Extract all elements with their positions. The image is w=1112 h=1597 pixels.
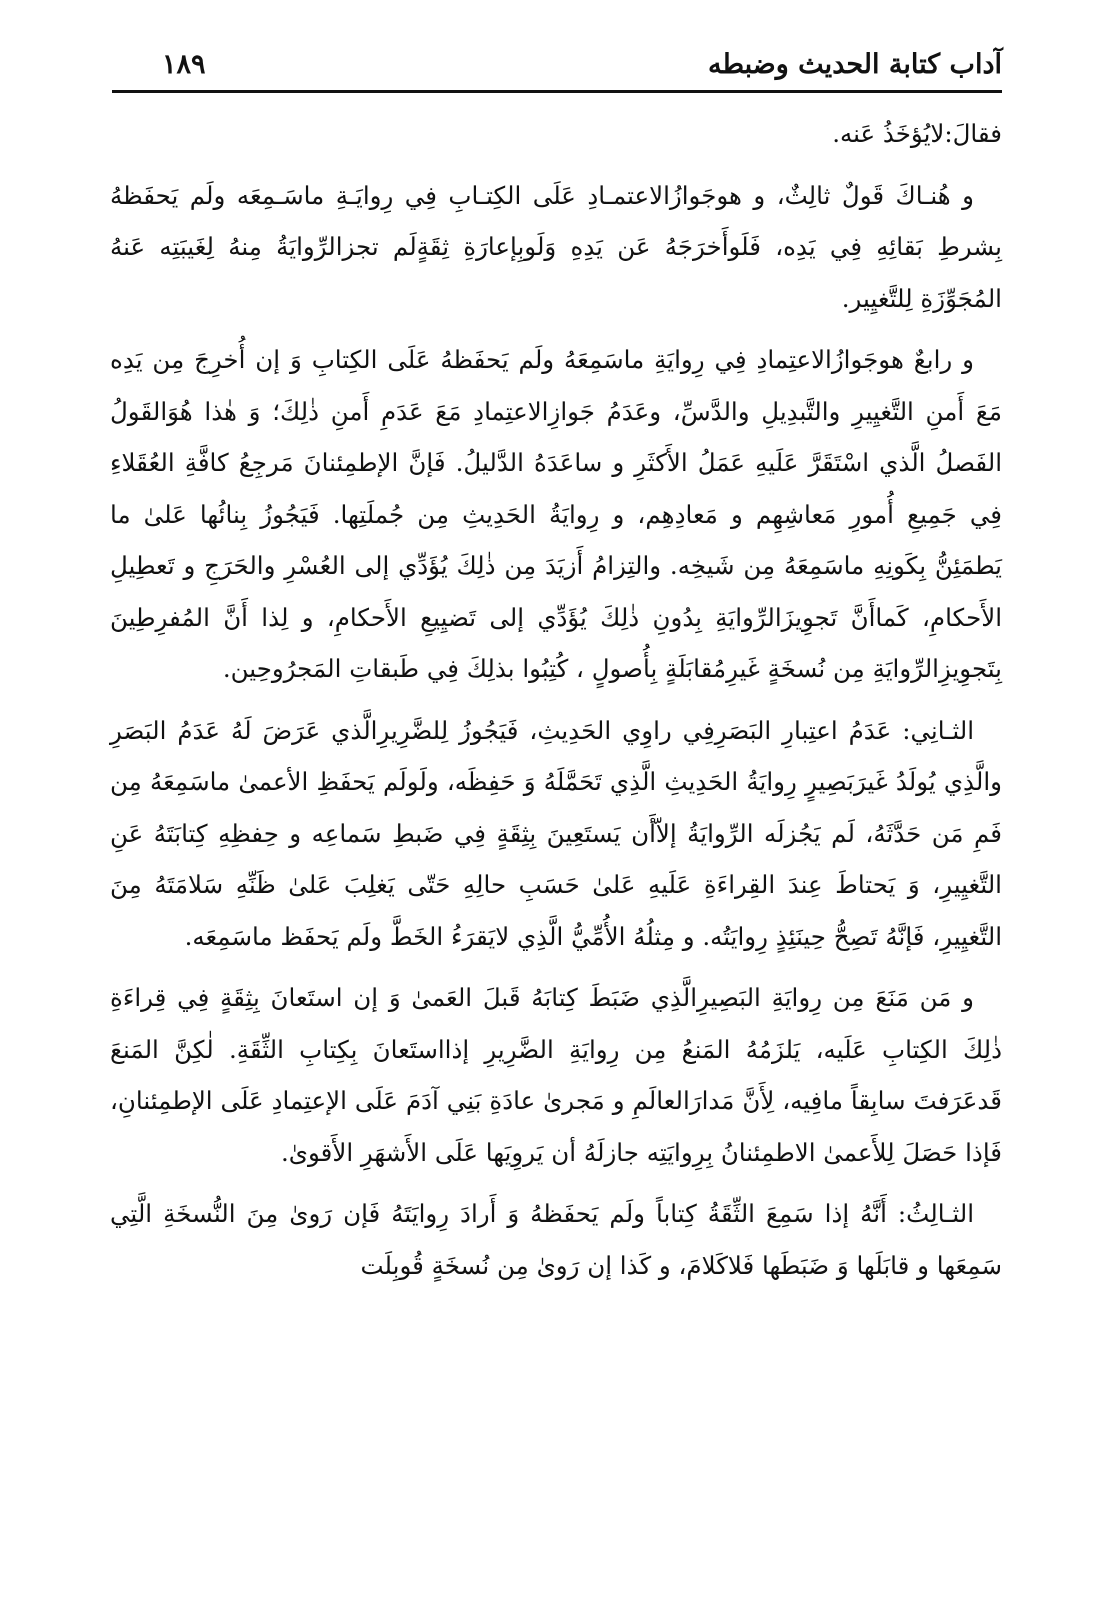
running-header [110,42,1002,90]
body-text [110,108,1002,1301]
paragraph-3: و رابعٌ هوجَوازُالاعتِمادِ فِي رِوايَةِ ماسَمِعَهُ ولَم يَحفَظهُ عَلَى الكِتابِ وَ إن أُخرِجَ مِن يَدِه مَعَ أَمنِ التَّغيِيرِ والتَّبدِيلِ والدَّسِّ، وعَدَمُ جَوازِالاعتِمادِ مَعَ عَدَمِ أَمنِ ذٰلِكَ؛ وَ هٰذا هُوَالقَولُ الفَصلُ الَّذي اسْتَقَرَّ عَلَيهِ عَمَلُ الأَكثَرِ و ساعَدَهُ الدَّليلُ. فَإنَّ الإطمِئنانَ مَرجِعُ كافَّةِ العُقَلاءِ فِي جَمِيعِ أُمورِ مَعاشِهِم و مَعادِهِم، و رِوايَةُ الحَدِيثِ مِن جُملَتِها. فَيَجُوزُ بِنائُها عَلىٰ ما يَطمَئِنُّ بِكَونِهِ ماسَمِعَهُ مِن شَيخِه. والتِزامُ أَزيَدَ مِن ذٰلِكَ يُؤَدِّي إلى العُسْرِ والحَرَجِ و تَعطِيلِ الأَحكامِ، كَماأَنَّ تَجوِيزَالرِّوايَةِ بِدُونِ ذٰلِكَ يُؤَدِّي إلى تَضيِيعِ الأَحكامِ، و لِذا أَنَّ المُفرِطِينَ بِتَجوِيزِالرِّوايَةِ مِن نُسخَةٍ غَيرِمُقابَلَةٍ بِأُصولٍ ، كُتِبُوا بذلِكَ فِي طَبقاتِ المَجرُوحِين. [110,345,1002,683]
page-number: ١٨٩ [162,49,206,80]
paragraph-1: فقالَ:لايُؤخَذُ عَنه. [832,119,1002,148]
paragraph-2: و هُنـاكَ قَولٌ ثالِثٌ، و هوجَوازُالاعتمـادِ عَلَى الكِتـابِ فِي رِوايَـةِ ماسَـمِعَه ولَم يَحفَظهُ بِشرطِ بَقائِهِ فِي يَدِه، فَلَوأَخرَجَهُ عَن يَدِهِ وَلَوبِإعارَةِ ثِقَةٍلَم تجزالرِّوايَةُ مِنهُ لِغَيبَتِه عَنهُ المُجَوِّزَةِ لِلتَّغيِير. [110,180,1002,313]
paragraph-4: الثـانِي: عَدَمُ اعتِبارِ البَصَرِفِي راوِي الحَدِيثِ، فَيَجُوزُ لِلضَّرِيرِالَّذي عَرَضَ لَهُ عَدَمُ البَصَرِ والَّذِي يُولَدُ غَيرَبَصِيرٍ رِوايَةُ الحَدِيثِ الَّذِي تَحَمَّلَهُ وَ حَفِظَه، ولَولَم يَحفَظِ الأعمىٰ ماسَمِعَهُ مِن فَمِ مَن حَدَّثَهُ، لَم يَجُزلَه الرِّوايَةُ إلاّأَن يَستَعِينَ بِثِقَةٍ فِي ضَبطِ سَماعِه و حِفظِهِ كِتابَتَهُ عَنِ التَّغيِيرِ، وَ يَحتاطَ عِندَ القِراءَةِ عَلَيهِ عَلىٰ حَسَبِ حالِهِ حَتّى يَغلِبَ عَلىٰ ظَنِّهِ سَلامَتَهُ مِنَ التَّغيِيرِ، فَإنَّهُ تَصِحُّ حِينَئِذٍ رِوايَتُه. و مِثلُهُ الأُمِّيُّ الَّذِي لايَقرَءُ الخَطَّ ولَم يَحفَظ ماسَمِعَه. [110,715,1002,951]
running-header-title: آداب كتابة الحديث وضبطه [708,49,1002,80]
paragraph-5: و مَن مَنَعَ مِن رِوايَةِ البَصِيرِالَّذِي ضَبَطَ كِتابَهُ قَبلَ العَمىٰ وَ إن استَعانَ بِثِقَةٍ فِي قِراءَةِ ذٰلِكَ الكِتابِ عَلَيه، يَلزَمُهُ المَنعُ مِن رِوايَةِ الضَّرِيرِ إذااستَعانَ بِكِتابِ الثِّقَةِ. لٰكِنَّ المَنعَ قَدعَرَفتَ سابِقاً مافِيه، لِأَنَّ مَدارَالعالَمِ و مَجرىٰ عادَةِ بَنِي آدَمَ عَلَى الإعتِمادِ عَلَى الإطمِئنانِ، فَإذا حَصَلَ لِلأَعمىٰ الاطمِئنانُ بِرِوايَتِه جازلَهُ أن يَروِيَها عَلَى الأَشهَرِ الأَقوىٰ. [110,983,1002,1167]
header-divider [112,90,1002,93]
paragraph-6: الثـالِثُ: أَنَّهُ إذا سَمِعَ الثِّقَةُ كِتاباً ولَم يَحفَظهُ وَ أَرادَ رِوايَتَهُ فَإن رَوىٰ مِنَ النُّسخَةِ الَّتِي سَمِعَها و قابَلَها وَ ضَبَطَها فَلاكَلامَ، و كَذا إن رَوىٰ مِن نُسخَةٍ قُوبِلَت [110,1199,1002,1280]
